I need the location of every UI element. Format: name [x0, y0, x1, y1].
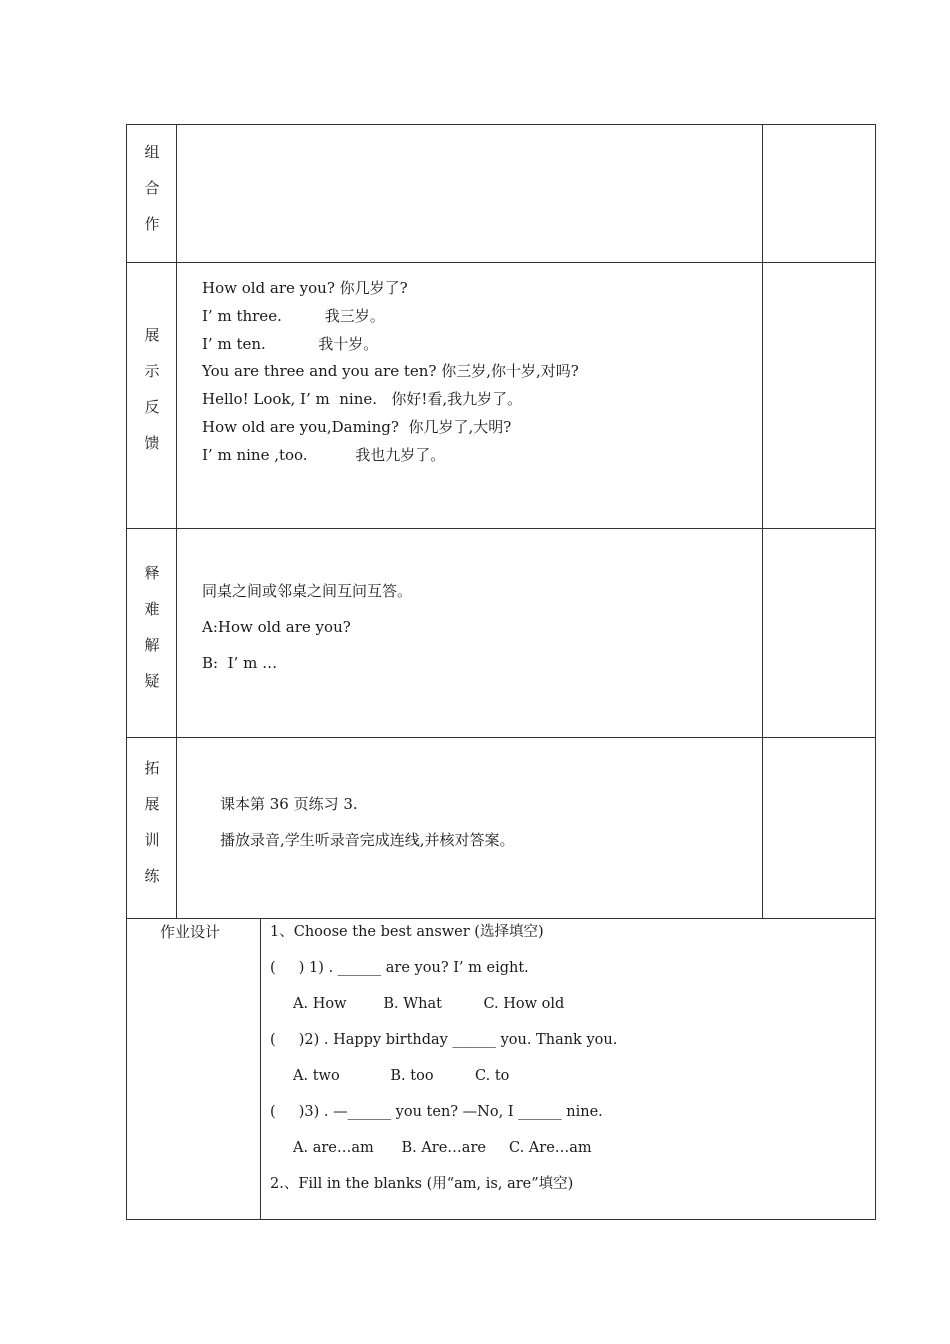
row-divider [126, 737, 876, 738]
notes-column-divider [762, 124, 763, 919]
extension-line: 播放录音,学生听录音完成连线,并核对答案。 [220, 831, 515, 849]
dialogue-line: How old are you? 你几岁了? [202, 279, 408, 297]
homework-line: A. two B. too C. to [270, 1068, 510, 1084]
activity-line: 同桌之间或邻桌之间互问互答。 [202, 582, 413, 600]
homework-label: 作业设计 [160, 923, 221, 941]
dialogue-line: I’ m nine ,too. 我也九岁了。 [202, 446, 446, 464]
homework-line: ( )3) . —______ you ten? —No, I ______ nine. [270, 1104, 603, 1120]
section-label-explanation: 释 难 解 疑 [144, 564, 160, 690]
dialogue-line: I’ m ten. 我十岁。 [202, 335, 379, 353]
extension-line: 课本第 36 页练习 3. [220, 795, 358, 813]
dialogue-line: You are three and you are ten? 你三岁,你十岁,对吗? [202, 362, 579, 380]
homework-line: A. are…am B. Are…are C. Are…am [270, 1140, 592, 1156]
dialogue-line: Hello! Look, I’ m nine. 你好!看,我九岁了。 [202, 390, 523, 408]
homework-column-divider [260, 918, 261, 1220]
homework-line: ( )2) . Happy birthday ______ you. Thank you. [270, 1032, 618, 1048]
row-divider [126, 918, 876, 919]
activity-line: B: I’ m … [202, 654, 278, 672]
homework-line: A. How B. What C. How old [270, 996, 565, 1012]
homework-line: 2.、Fill in the blanks (用“am, is, are”填空) [270, 1176, 574, 1192]
homework-line: 1、Choose the best answer (选择填空) [270, 924, 544, 940]
homework-line: ( ) 1) . ______ are you? I’ m eight. [270, 960, 529, 976]
dialogue-line: I’ m three. 我三岁。 [202, 307, 385, 325]
section-label-extension: 拓 展 训 练 [144, 759, 160, 885]
row-divider [126, 528, 876, 529]
row-divider [126, 262, 876, 263]
activity-line: A:How old are you? [202, 618, 351, 636]
dialogue-line: How old are you,Daming? 你几岁了,大明? [202, 418, 512, 436]
section-label-presentation: 展 示 反 馈 [144, 326, 160, 452]
section-label-cooperation: 组 合 作 [144, 143, 160, 233]
